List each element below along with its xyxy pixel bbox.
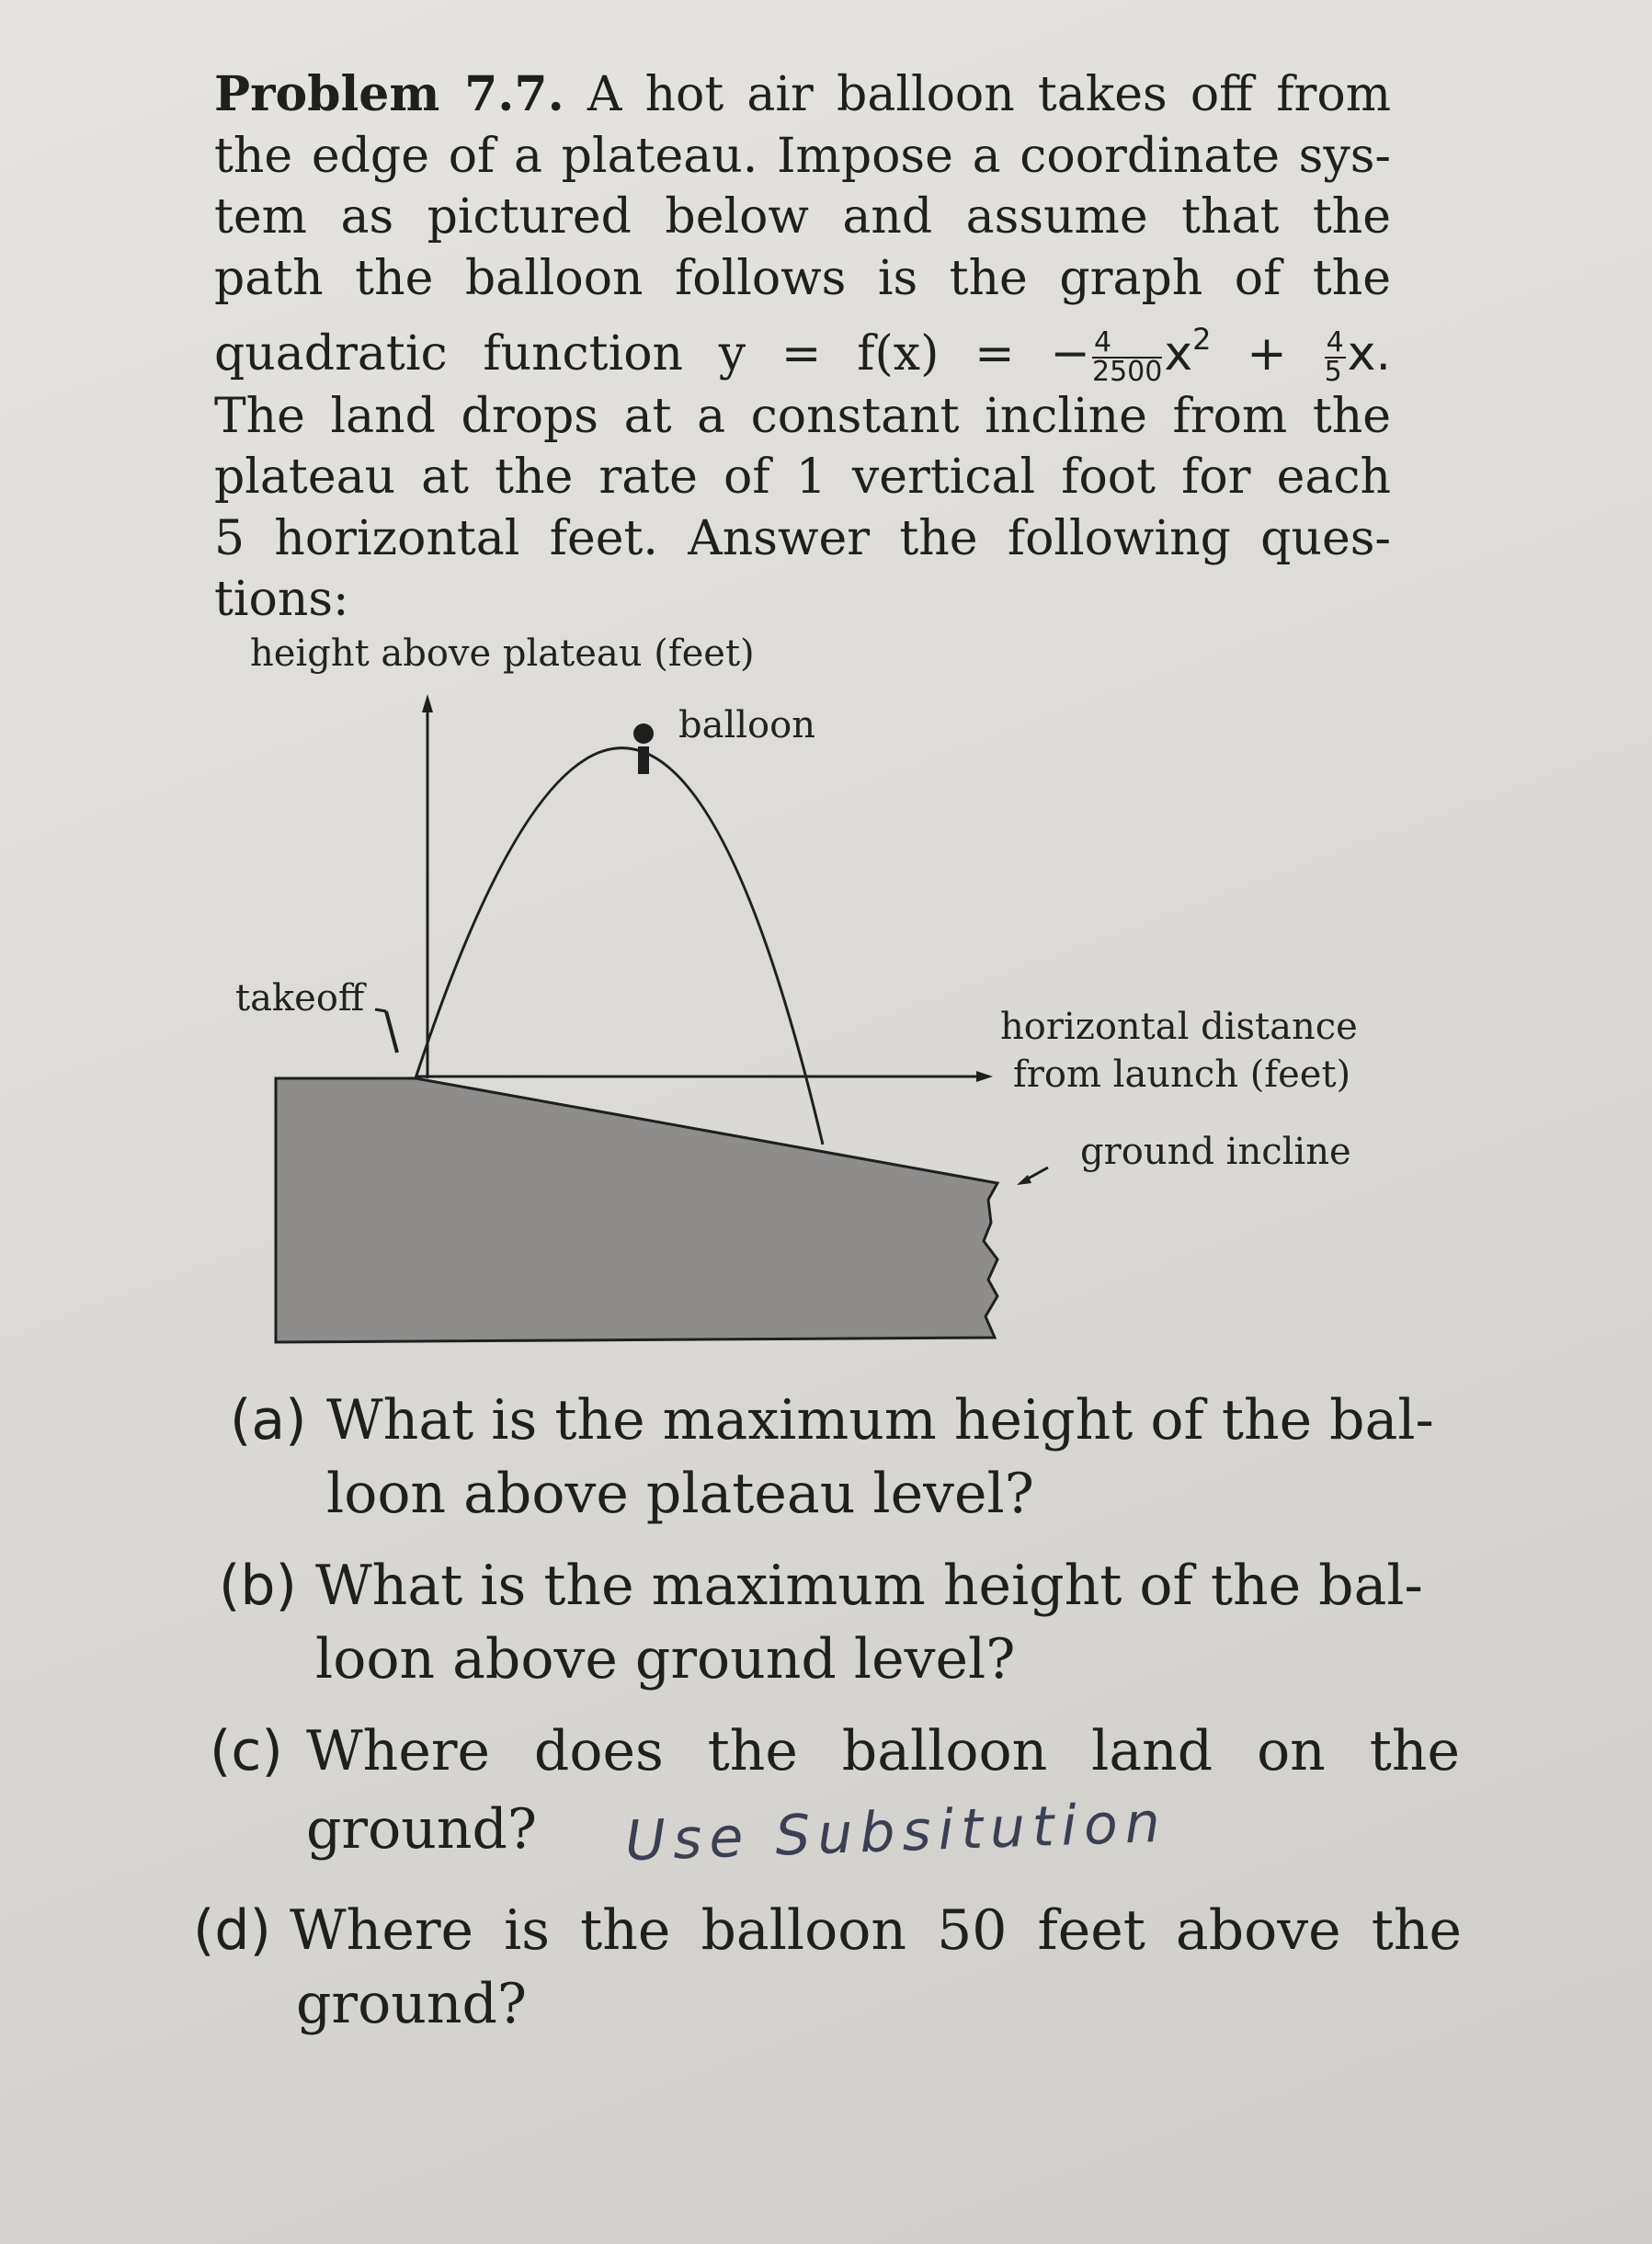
problem-line: path the balloon follows is the graph of the [214, 250, 1391, 306]
question-c-cont: ground? [306, 1797, 538, 1862]
balloon-basket-icon [638, 746, 649, 774]
question-a-cont: loon above plateau level? [326, 1462, 1034, 1526]
problem-line: the edge of a plateau. Impose a coordinate sys- [214, 128, 1391, 184]
question-c [210, 1714, 1460, 1788]
question-tag: (d) [193, 1898, 271, 1963]
problem-line: 5 horizontal feet. Answer the following ques- [214, 510, 1391, 566]
x-axis-label-line2: from launch (feet) [1013, 1054, 1351, 1096]
takeoff-label: takeoff [235, 977, 365, 1019]
incline-label: ground incline [1080, 1131, 1351, 1173]
takeoff-pointer-tail [375, 1009, 386, 1011]
question-text: Where is the balloon 50 feet above the [290, 1898, 1462, 1963]
question-d-cont: ground? [296, 1972, 528, 2036]
x-axis-label-line1: horizontal distance [1000, 1006, 1358, 1048]
y-axis-label: height above plateau (feet) [250, 632, 755, 675]
question-d [193, 1894, 1462, 1967]
balloon-icon [633, 723, 654, 744]
problem-line: plateau at the rate of 1 vertical foot for each [214, 450, 1391, 505]
question-tag: (c) [210, 1719, 283, 1783]
x-axis-arrowhead [976, 1071, 993, 1082]
fraction-4-over-2500: $\frac{4}{2500}$ [1092, 325, 1163, 388]
takeoff-pointer [386, 1011, 397, 1053]
question-text: What is the maximum height of the bal- [315, 1554, 1423, 1618]
problem-line: The land drops at a constant incline from the [214, 388, 1391, 444]
balloon-path-curve [416, 748, 823, 1145]
balloon-label: balloon [678, 704, 815, 746]
handwritten-note: Use Subsitution [623, 1790, 1168, 1874]
problem-title: Problem 7.7. [214, 66, 564, 122]
problem-line: tions: [214, 572, 349, 627]
y-axis-arrowhead [422, 694, 433, 712]
problem-line-formula: quadratic function y = f(x) = − $\frac{4}{2500}$ $x^2$ + $\frac{4}{5}$ x. [214, 322, 1391, 388]
question-b [219, 1549, 1423, 1623]
ground-block [276, 1078, 997, 1342]
problem-line: Problem 7.7. A hot air balloon takes off from [214, 66, 1391, 122]
question-text: What is the maximum height of the bal- [326, 1388, 1434, 1452]
question-tag: (b) [219, 1554, 297, 1618]
problem-line: tem as pictured below and assume that the [214, 189, 1391, 245]
question-b-cont: loon above ground level? [315, 1627, 1016, 1692]
fraction-4-over-5: $\frac{4}{5}$ [1324, 325, 1344, 388]
question-a [230, 1384, 1434, 1457]
question-text: Where does the balloon land on the [306, 1719, 1460, 1783]
question-tag: (a) [230, 1388, 307, 1452]
